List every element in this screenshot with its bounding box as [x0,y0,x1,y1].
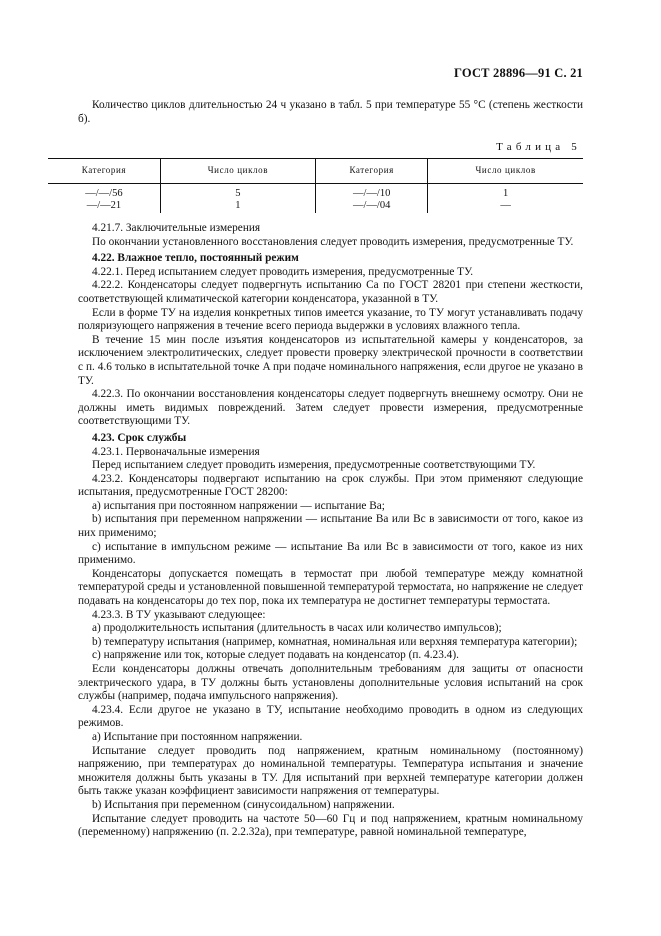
table-header-row [48,159,583,184]
paragraph: 4.23.4. Если другое не указано в ТУ, испытание необходимо проводить в одном из следующих режимов. [78,703,583,730]
paragraph: 4.22.2. Конденсаторы следует подвергнуть испытанию Са по ГОСТ 28201 при степени жесткости, соответствующей климатической категории конденсатора, указанной в ТУ. [78,279,583,305]
table-cell: 5 [160,184,315,200]
table-cell: —/—/10 [315,184,427,200]
paragraph: Перед испытанием следует проводить измерения, предусмотренные соответствующими ТУ. [92,459,536,472]
table-header-cell: Категория [315,159,427,184]
table-cell: —/—/04 [315,200,427,214]
list-item: b) испытания при переменном напряжении — испытание Ва или Вс в зависимости от того, какое из них применимо; [78,513,583,540]
paragraph: 4.22.3. По окончании восстановления конденсаторы следует подвергнуть внешнему осмотру. Они не должны иметь видимых повреждений. Затем следует провести измерения, предусмотренные соответствующими ТУ. [78,388,583,428]
paragraph: 4.22.1. Перед испытанием следует проводить измерения, предусмотренные ТУ. [92,265,474,278]
table-row [48,200,583,214]
table-5 [48,158,583,213]
table-header-cell: Число циклов [428,159,583,184]
body-text [78,222,583,840]
paragraph: В течение 15 мин после изъятия конденсаторов из испытательной камеры у конденсаторов, за исключением электролитических, следует провести проверку электрической прочности в соответствии с п. 4.6 только в испытательной точке A при подаче номинального напряжения, если другое не указано в ТУ. [78,333,583,387]
table-row [48,184,583,200]
paragraph: Конденсаторы допускается помещать в термостат при любой температуре между комнатной температурой среды и установленной повышенной температурой термостата, но напряжение не следует подавать на конденсаторы до тех пор, пока их температура не достигнет температуры термостата. [78,567,583,608]
table-header-cell: Категория [48,159,160,184]
list-item: b) Испытания при переменном (синусоидальном) напряжении. [92,798,395,811]
section-heading: 4.22. Влажное тепло, постоянный режим [92,252,299,265]
list-item: а) испытания при постоянном напряжении — испытание Ва; [92,499,385,512]
list-item: а) Испытание при постоянном напряжении. [92,730,303,743]
table-header-cell: Число циклов [160,159,315,184]
list-item: с) испытание в импульсном режиме — испытание Ва или Вс в зависимости от того, какое из них применимо. [78,540,583,567]
subsection-heading: 4.21.7. Заключительные измерения [92,222,261,234]
paragraph: 4.23.3. В ТУ указывают следующее: [92,608,266,621]
section-heading: 4.23. Срок службы [92,431,187,444]
table-caption: Таблица 5 [496,141,581,153]
table-cell: 1 [160,200,315,214]
paragraph: Если в форме ТУ на изделия конкретных типов имеется указание, то ТУ могут устанавливать подачу поляризующего напряжения в течение всего периода выдержки в условиях влажного тепла. [78,306,583,333]
paragraph: Если конденсаторы должны отвечать дополнительным требованиям для защиты от опасности электрического удара, в ТУ должны быть установлены дополнительные условия испытаний на срок службы (например, подача импульсного напряжения). [78,663,583,703]
paragraph: По окончании установленного восстановления следует проводить измерения, предусмотренные ТУ. [92,235,574,248]
intro-paragraph: Количество циклов длительностью 24 ч указано в табл. 5 при температуре 55 °С (степень жесткости б). [78,99,583,125]
table-cell: 1 [428,184,583,200]
table-cell: —/—21 [86,199,122,211]
intro-block [78,99,583,126]
list-item: b) температуру испытания (например, комнатная, номинальная или верхняя температура категории); [92,635,578,648]
table-cell: — [428,200,583,214]
running-header: ГОСТ 28896—91 С. 21 [454,66,583,80]
paragraph: 4.23.2. Конденсаторы подвергают испытанию на срок службы. При этом применяют следующие испытания, предусмотренные ГОСТ 28200: [78,472,583,499]
list-item: а) продолжительность испытания (длительность в часах или количество импульсов); [92,622,502,635]
paragraph: Испытание следует проводить на частоте 50—60 Гц и под напряжением, кратным номинальному (переменному) напряжению (п. 2.2.32а), при температуре, равной номинальной температуре, [78,812,583,839]
table-cell: —/—/56 [85,188,123,199]
paragraph: Испытание следует проводить под напряжением, кратным номинальному (постоянному) напряжению, при температурах до номинальной температуры. Температура испытания и значение множителя должны быть указаны в ТУ. Для испытаний при верхней температуре категории должен быть также указан коэффициент зависимости напряжения от температуры. [78,744,583,798]
subsection-heading: 4.23.1. Первоначальные измерения [92,445,260,458]
list-item: с) напряжение или ток, которые следует подавать на конденсатор (п. 4.23.4). [92,649,459,662]
